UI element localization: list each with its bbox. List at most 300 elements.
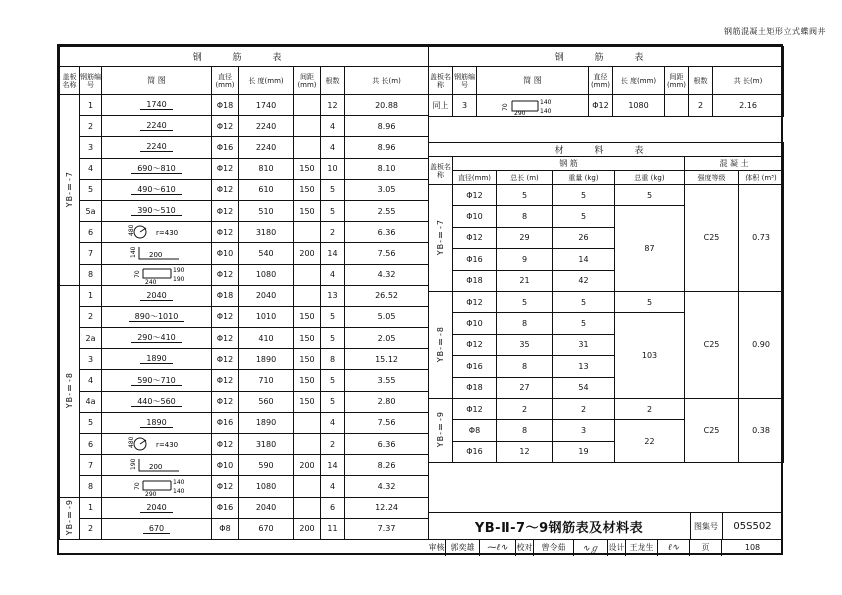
table-row — [60, 264, 429, 285]
cell-no: 2 — [80, 116, 102, 137]
designer-name: 王龙生 — [626, 539, 658, 556]
bar-length-sketch: 2240 — [140, 121, 172, 131]
bar-length-sketch: 590～710 — [131, 376, 182, 386]
header-text: 钢筋混凝土矩形立式蝶阀井 — [724, 27, 826, 36]
cell-spacing — [294, 116, 321, 137]
reviewer-name: 郭奕雄 — [446, 539, 480, 556]
sketch-bot: 140 — [539, 107, 551, 115]
cell-weight: 2 — [553, 398, 615, 419]
sketch-dim: 200 — [148, 250, 162, 259]
cell-count: 5 — [321, 200, 345, 221]
checker-signature: ∿ℊ — [574, 539, 608, 556]
col-mat-plate: 盖板名称 — [429, 157, 453, 185]
cell-total: 5.05 — [345, 306, 429, 327]
table-row — [60, 179, 429, 200]
table-row — [60, 476, 429, 497]
cell-spacing — [665, 95, 689, 117]
cell-volume: 0.90 — [739, 291, 784, 398]
title-block — [428, 512, 783, 556]
sketch-dim: r=430 — [155, 228, 178, 237]
cell-count: 5 — [321, 391, 345, 412]
design-label: 设计 — [608, 539, 626, 556]
sketch-dim: 190 — [172, 276, 184, 284]
plate-name: YB-Ⅱ-7 — [436, 218, 445, 256]
cell-no: 5 — [80, 412, 102, 433]
cell-sketch — [102, 95, 212, 116]
plate-name: YB-Ⅱ-8 — [65, 372, 74, 409]
cell-dia: Φ12 — [212, 434, 239, 455]
cell-count: 12 — [321, 95, 345, 116]
cell-len: 1740 — [239, 95, 294, 116]
cell-dia: Φ16 — [453, 356, 497, 377]
cell-count: 11 — [321, 518, 345, 539]
sketch-dim: 480 — [127, 224, 135, 236]
cell-dia: Φ12 — [212, 200, 239, 221]
cell-len: 510 — [239, 200, 294, 221]
cell-sketch — [102, 497, 212, 518]
table-row — [429, 291, 784, 312]
cell-dia: Φ12 — [453, 334, 497, 355]
cell-no: 3 — [80, 349, 102, 370]
bar-length-sketch: 1740 — [140, 100, 172, 110]
cell-no: 5a — [80, 200, 102, 221]
cell-spacing — [294, 222, 321, 243]
cell-total: 20.88 — [345, 95, 429, 116]
plate-name: YB-Ⅱ-8 — [436, 325, 445, 363]
cell-no: 8 — [80, 264, 102, 285]
cell-sketch — [102, 328, 212, 349]
cell-no: 1 — [80, 497, 102, 518]
cell-dia: Φ12 — [589, 95, 613, 117]
cell-dia: Φ18 — [212, 95, 239, 116]
sketch-len: 290 — [513, 109, 525, 115]
cell-total-len: 2 — [497, 398, 553, 419]
col-plate: 盖板名称 — [60, 67, 80, 95]
cell-dia: Φ12 — [212, 476, 239, 497]
cell-len: 1080 — [613, 95, 665, 117]
cell-total-weight: 5 — [615, 291, 685, 312]
cell-dia: Φ16 — [453, 441, 497, 462]
cell-spacing: 150 — [294, 391, 321, 412]
cell-total: 2.16 — [713, 95, 784, 117]
cell-sketch — [102, 264, 212, 285]
cell-total: 7.56 — [345, 243, 429, 264]
cell-dia: Φ12 — [212, 222, 239, 243]
col-dia: 直径(mm) — [212, 67, 239, 95]
cell-dia: Φ12 — [453, 185, 497, 206]
cell-total: 7.56 — [345, 412, 429, 433]
cell-spacing: 150 — [294, 328, 321, 349]
table-row — [429, 398, 784, 419]
cell-no: 7 — [80, 243, 102, 264]
cell-total-len: 8 — [497, 206, 553, 227]
col-dia-r: 直径(mm) — [589, 67, 613, 95]
table-row — [60, 158, 429, 179]
cell-total: 8.96 — [345, 137, 429, 158]
cell-dia: Φ8 — [453, 420, 497, 441]
stirrup-bar-sketch — [117, 456, 197, 475]
cell-spacing: 200 — [294, 243, 321, 264]
col-no-r: 钢筋编号 — [453, 67, 477, 95]
cell-dia: Φ12 — [212, 179, 239, 200]
cell-sketch — [102, 391, 212, 412]
plate-name-cell — [429, 398, 453, 462]
cell-sketch — [102, 518, 212, 539]
bar-length-sketch: 290～410 — [131, 333, 182, 343]
cell-weight: 5 — [553, 185, 615, 206]
cell-weight: 31 — [553, 334, 615, 355]
sketch-dim: 140 — [172, 478, 184, 486]
cell-len: 3180 — [239, 222, 294, 243]
cell-len: 540 — [239, 243, 294, 264]
cell-spacing — [294, 137, 321, 158]
col-mat-steel: 钢 筋 — [453, 157, 685, 171]
cell-no: 7 — [80, 455, 102, 476]
cell-sketch — [102, 285, 212, 306]
atlas-number: 05S502 — [722, 513, 783, 540]
plate-name: YB-Ⅱ-9 — [436, 411, 445, 448]
cell-sketch — [102, 370, 212, 391]
bar-length-sketch: 890～1010 — [129, 312, 185, 322]
col-mat-weight: 重量 (kg) — [553, 171, 615, 185]
plate-name-cell — [429, 291, 453, 398]
cell-weight: 3 — [553, 420, 615, 441]
col-spacing-r: 间距(mm) — [665, 67, 689, 95]
col-len-r: 长 度(mm) — [613, 67, 665, 95]
cell-grade: C25 — [685, 185, 739, 292]
sketch-dim: r=430 — [155, 440, 178, 449]
cell-total: 3.05 — [345, 179, 429, 200]
table-row — [60, 455, 429, 476]
cell-weight: 14 — [553, 249, 615, 270]
cell-dia: Φ12 — [212, 158, 239, 179]
cell-grade: C25 — [685, 291, 739, 398]
bar-length-sketch: 490～610 — [131, 185, 182, 195]
cell-spacing — [294, 285, 321, 306]
cell-weight: 19 — [553, 441, 615, 462]
sketch-dim: 480 — [127, 436, 135, 448]
cell-dia: Φ12 — [453, 227, 497, 248]
bar-length-sketch: 2040 — [140, 503, 172, 513]
cell-spacing: 200 — [294, 455, 321, 476]
rebar-table-right-title: 钢 筋 表 — [429, 47, 784, 67]
plate-name-cell — [60, 285, 80, 497]
cell-len: 710 — [239, 370, 294, 391]
bar-length-sketch: 1890 — [140, 418, 172, 428]
cell-len: 610 — [239, 179, 294, 200]
cell-count: 6 — [321, 497, 345, 518]
cell-no: 3 — [80, 137, 102, 158]
cell-volume: 0.38 — [739, 398, 784, 462]
cell-group-total-weight: 103 — [615, 313, 685, 399]
sketch-dim: 240 — [144, 279, 156, 285]
designer-signature: ℓ∿ — [658, 539, 690, 556]
cell-sketch — [102, 137, 212, 158]
table-row — [60, 349, 429, 370]
cell-spacing — [294, 412, 321, 433]
sketch-top: 140 — [539, 98, 551, 106]
cell-weight: 54 — [553, 377, 615, 398]
plate-name: YB-Ⅱ-7 — [65, 170, 74, 207]
cell-no: 1 — [80, 95, 102, 116]
table-row — [60, 222, 429, 243]
drawing-title: YB-Ⅱ-7～9钢筋表及材料表 — [428, 513, 691, 540]
table-row — [60, 137, 429, 158]
sketch-dim: 70 — [133, 482, 141, 490]
cell-volume: 0.73 — [739, 185, 784, 292]
cell-dia: Φ16 — [212, 497, 239, 518]
cell-total-len: 27 — [497, 377, 553, 398]
cell-len: 1080 — [239, 476, 294, 497]
cell-sketch — [102, 243, 212, 264]
bar-length-sketch: 440～560 — [131, 397, 182, 407]
cell-len: 560 — [239, 391, 294, 412]
cell-total-len: 8 — [497, 420, 553, 441]
cell-dia: Φ12 — [212, 306, 239, 327]
cell-no: 6 — [80, 222, 102, 243]
cell-weight: 42 — [553, 270, 615, 291]
cell-grade: C25 — [685, 398, 739, 462]
cell-count: 5 — [321, 370, 345, 391]
cell-total-len: 35 — [497, 334, 553, 355]
stirrup-bar-sketch — [117, 244, 197, 263]
cell-spacing: 150 — [294, 200, 321, 221]
cell-sketch — [102, 179, 212, 200]
cell-weight: 26 — [553, 227, 615, 248]
cell-total: 2.05 — [345, 328, 429, 349]
plate-name-cell — [60, 497, 80, 539]
cell-no: 4 — [80, 158, 102, 179]
col-spacing: 间距(mm) — [294, 67, 321, 95]
cell-spacing — [294, 264, 321, 285]
cell-len: 410 — [239, 328, 294, 349]
cell-total: 8.96 — [345, 116, 429, 137]
hook-bar-sketch — [498, 97, 568, 115]
page-label: 页 — [690, 539, 722, 556]
bar-length-sketch: 690～810 — [131, 164, 182, 174]
cell-dia: Φ16 — [212, 412, 239, 433]
cell-total: 3.55 — [345, 370, 429, 391]
col-sketch: 简 图 — [102, 67, 212, 95]
cell-no: 1 — [80, 285, 102, 306]
cell-len: 1010 — [239, 306, 294, 327]
cell-total: 7.37 — [345, 518, 429, 539]
cell-count: 4 — [321, 116, 345, 137]
cell-dia: Φ10 — [212, 455, 239, 476]
signature-row — [428, 539, 783, 556]
cell-count: 2 — [689, 95, 713, 117]
cell-count: 5 — [321, 328, 345, 349]
cell-spacing — [294, 95, 321, 116]
cell-dia: Φ16 — [453, 249, 497, 270]
col-count-r: 根数 — [689, 67, 713, 95]
cell-no: 2a — [80, 328, 102, 349]
cell-count: 2 — [321, 434, 345, 455]
table-row — [60, 285, 429, 306]
sketch-dim: 190 — [129, 458, 137, 470]
cell-spacing: 150 — [294, 306, 321, 327]
cell-spacing — [294, 434, 321, 455]
cell-dia: Φ12 — [212, 391, 239, 412]
cell-dia: Φ18 — [453, 377, 497, 398]
plate-name-cell — [429, 185, 453, 292]
cell-sketch — [102, 306, 212, 327]
cell-total: 4.32 — [345, 264, 429, 285]
cell-group-total-weight: 87 — [615, 206, 685, 292]
ring-bar-sketch — [112, 223, 202, 242]
cell-sketch — [102, 116, 212, 137]
sketch-dim: 70 — [133, 270, 141, 279]
cell-sketch — [102, 434, 212, 455]
cell-total: 8.26 — [345, 455, 429, 476]
cell-total: 2.55 — [345, 200, 429, 221]
rebar-table-right — [428, 46, 784, 117]
cell-total: 4.32 — [345, 476, 429, 497]
table-row — [60, 243, 429, 264]
review-label: 审核 — [428, 539, 446, 556]
table-row — [60, 328, 429, 349]
cell-no: 3 — [453, 95, 477, 117]
table-row — [429, 185, 784, 206]
reviewer-signature: ⁓ℓ∿ — [480, 539, 516, 556]
cell-weight: 5 — [553, 291, 615, 312]
col-mat-volume: 体积 (m³) — [739, 171, 784, 185]
cell-len: 810 — [239, 158, 294, 179]
col-mat-len: 总长 (m) — [497, 171, 553, 185]
table-row — [60, 497, 429, 518]
hook-bar-sketch — [117, 265, 197, 284]
table-row — [60, 412, 429, 433]
cell-total: 6.36 — [345, 434, 429, 455]
bar-length-sketch: 390～510 — [131, 206, 182, 216]
cell-spacing — [294, 476, 321, 497]
cell-total-len: 8 — [497, 356, 553, 377]
col-len: 长 度(mm) — [239, 67, 294, 95]
cell-spacing: 150 — [294, 158, 321, 179]
cell-count: 5 — [321, 179, 345, 200]
table-row — [60, 518, 429, 539]
table-row — [60, 306, 429, 327]
cell-dia: Φ10 — [453, 206, 497, 227]
cell-len: 1890 — [239, 412, 294, 433]
bar-length-sketch: 1890 — [140, 354, 172, 364]
cell-count: 14 — [321, 243, 345, 264]
cell-spacing: 150 — [294, 179, 321, 200]
table-row — [60, 370, 429, 391]
cell-sketch — [102, 476, 212, 497]
cell-total-len: 5 — [497, 291, 553, 312]
cell-total-len: 9 — [497, 249, 553, 270]
cell-total-len: 21 — [497, 270, 553, 291]
cell-no: 2 — [80, 306, 102, 327]
cell-len: 2240 — [239, 137, 294, 158]
cell-total: 26.52 — [345, 285, 429, 306]
rebar-table — [59, 46, 429, 540]
cell-dia: Φ12 — [212, 349, 239, 370]
col-mat-grade: 强度等级 — [685, 171, 739, 185]
drawing-sheet — [57, 44, 783, 555]
cell-dia: Φ12 — [212, 264, 239, 285]
cell-sketch — [102, 158, 212, 179]
col-plate-r: 盖板名称 — [429, 67, 453, 95]
checker-name: 曾令茹 — [534, 539, 574, 556]
cell-plate: 同上 — [429, 95, 453, 117]
cell-total: 15.12 — [345, 349, 429, 370]
material-table-title: 材 料 表 — [429, 143, 784, 157]
col-total-r: 共 长(m) — [713, 67, 784, 95]
cell-dia: Φ12 — [453, 398, 497, 419]
cell-count: 4 — [321, 476, 345, 497]
sketch-dim: 140 — [129, 246, 137, 258]
cell-dia: Φ12 — [212, 328, 239, 349]
cell-count: 4 — [321, 412, 345, 433]
col-no: 钢筋编号 — [80, 67, 102, 95]
cell-no: 4 — [80, 370, 102, 391]
cell-dia: Φ12 — [212, 116, 239, 137]
cell-total-len: 8 — [497, 313, 553, 334]
cell-count: 8 — [321, 349, 345, 370]
cell-total-len: 5 — [497, 185, 553, 206]
sketch-dim: 190 — [172, 267, 184, 275]
table-row — [60, 95, 429, 116]
cell-dia: Φ18 — [453, 270, 497, 291]
page-number: 108 — [744, 543, 761, 552]
cell-no: 6 — [80, 434, 102, 455]
table-row — [60, 200, 429, 221]
cell-dia: Φ12 — [453, 291, 497, 312]
cell-total: 2.80 — [345, 391, 429, 412]
col-mat-concrete: 混 凝 土 — [685, 157, 784, 171]
cell-total-weight: 2 — [615, 398, 685, 419]
cell-dia: Φ12 — [212, 370, 239, 391]
table-row — [60, 116, 429, 137]
cell-spacing: 200 — [294, 518, 321, 539]
cell-no: 4a — [80, 391, 102, 412]
cell-len: 3180 — [239, 434, 294, 455]
cell-count: 4 — [321, 137, 345, 158]
cell-dia: Φ10 — [453, 313, 497, 334]
sketch-dim: 200 — [148, 462, 162, 471]
cell-dia: Φ10 — [212, 243, 239, 264]
bar-length-sketch: 2240 — [140, 142, 172, 152]
material-table — [428, 142, 784, 463]
plate-name-cell — [60, 95, 80, 286]
cell-dia: Φ8 — [212, 518, 239, 539]
cell-weight: 13 — [553, 356, 615, 377]
cell-sketch — [102, 455, 212, 476]
table-row — [60, 434, 429, 455]
cell-group-total-weight: 22 — [615, 420, 685, 463]
cell-count: 4 — [321, 264, 345, 285]
cell-sketch — [102, 349, 212, 370]
ring-bar-sketch — [112, 435, 202, 454]
cell-no: 2 — [80, 518, 102, 539]
cell-sketch — [102, 200, 212, 221]
cell-count: 14 — [321, 455, 345, 476]
cell-no: 8 — [80, 476, 102, 497]
cell-len: 590 — [239, 455, 294, 476]
cell-len: 1890 — [239, 349, 294, 370]
cell-weight: 5 — [553, 313, 615, 334]
bar-length-sketch: 670 — [143, 524, 170, 534]
col-mat-total-weight: 总重 (kg) — [615, 171, 685, 185]
cell-total: 6.36 — [345, 222, 429, 243]
cell-len: 2040 — [239, 497, 294, 518]
plate-name: YB-Ⅱ-9 — [65, 499, 74, 536]
cell-total-len: 29 — [497, 227, 553, 248]
cell-spacing — [294, 497, 321, 518]
cell-count: 2 — [321, 222, 345, 243]
